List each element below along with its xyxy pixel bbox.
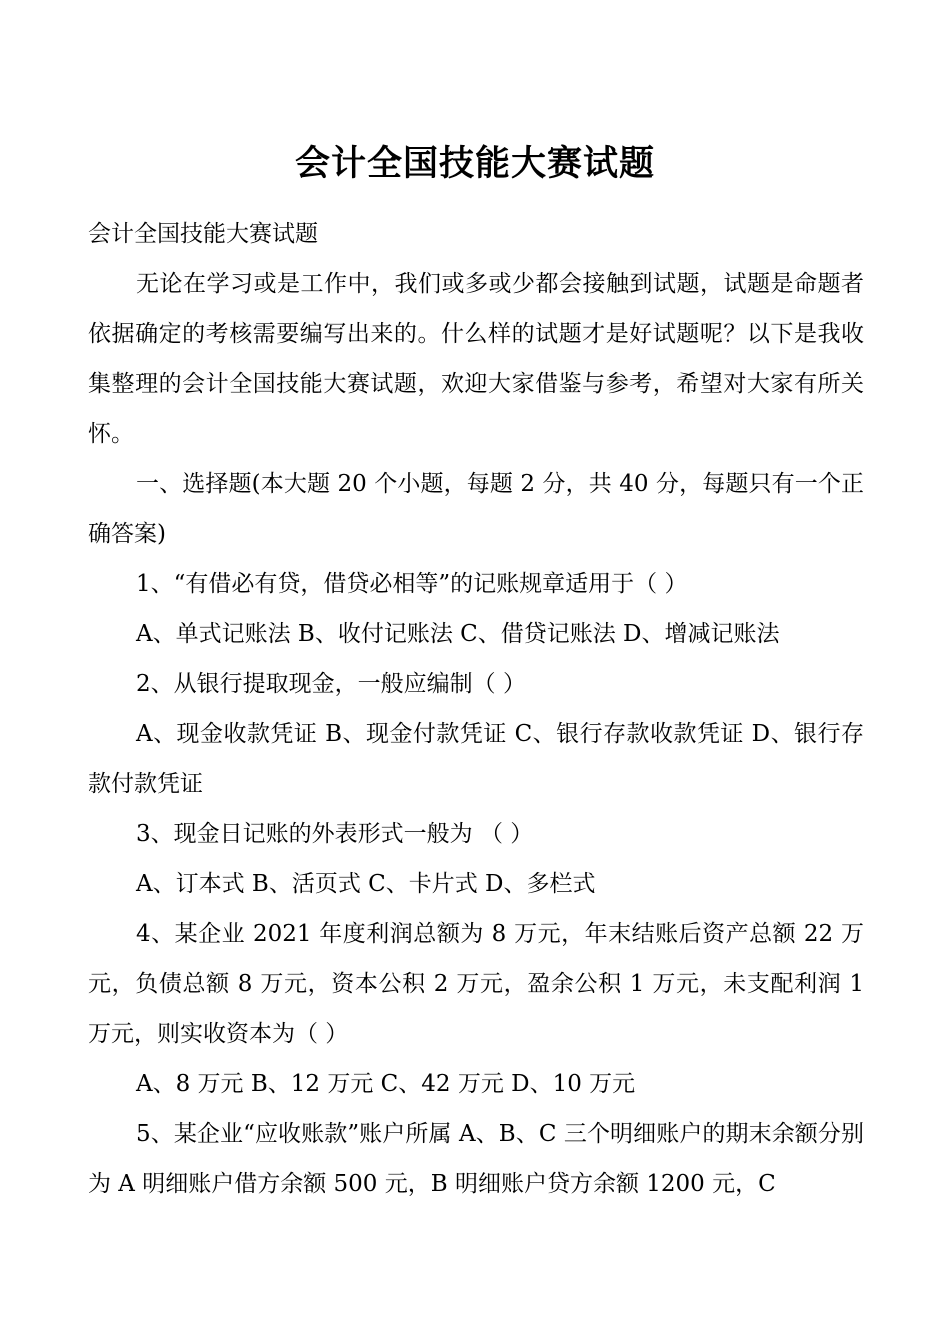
question-3: 3、现金日记账的外表形式一般为 （ ） — [136, 821, 534, 847]
question-1: 1、“有借必有贷，借贷必相等”的记账规章适用于（ ） — [136, 571, 688, 597]
question-4: 4、某企业 2021 年度利润总额为 8 万元，年末结账后资产总额 22 万元，负债总额 8 万元，资本公积 2 万元，盈余公积 1 万元，未支配利润 1 万元，则实收资本为（ ） — [88, 921, 864, 1047]
question-2: 2、从银行提取现金，一般应编制（ ） — [136, 671, 526, 697]
document-body — [88, 209, 864, 1209]
question-3-options: A、订本式 B、活页式 C、卡片式 D、多栏式 — [136, 871, 596, 897]
question-1-options: A、单式记账法 B、收付记账法 C、借贷记账法 D、增减记账法 — [136, 621, 780, 647]
document-title: 会计全国技能大赛试题 — [294, 144, 655, 185]
paragraph-intro: 无论在学习或是工作中，我们或多或少都会接触到试题，试题是命题者依据确定的考核需要编写出来的。什么样的试题才是好试题呢？以下是我收集整理的会计全国技能大赛试题，欢迎大家借鉴与参考，希望对大家有所关怀。 — [88, 271, 864, 447]
section-heading-multiple-choice: 一、选择题(本大题 20 个小题，每题 2 分，共 40 分，每题只有一个正确答案) — [88, 471, 864, 547]
question-4-options: A、8 万元 B、12 万元 C、42 万元 D、10 万元 — [136, 1071, 636, 1097]
question-2-options: A、现金收款凭证 B、现金付款凭证 C、银行存款收款凭证 D、银行存款付款凭证 — [88, 721, 864, 797]
question-5: 5、某企业“应收账款”账户所属 A、B、C 三个明细账户的期末余额分别为 A 明细账户借方余额 500 元，B 明细账户贷方余额 1200 元，C — [88, 1121, 864, 1197]
paragraph-subtitle: 会计全国技能大赛试题 — [88, 221, 318, 247]
